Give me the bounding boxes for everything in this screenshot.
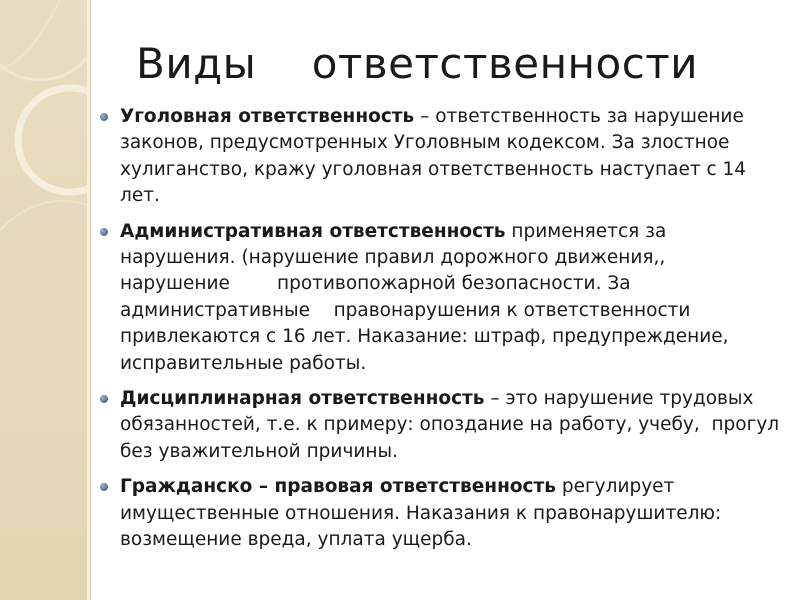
list-item-criminal (100, 104, 780, 210)
decorative-circles-graphic (0, 0, 87, 600)
decorative-side-panel (0, 0, 87, 600)
slide-title: Виды ответственности (136, 39, 699, 88)
bullet-icon (100, 483, 108, 491)
list-item-text: применяется за нарушения. (нарушение правил дорожного движения,, нарушение противопожарной безопасности. За административные правонарушения к ответственности привлекаются с 16 лет. Наказание: штраф, предупреждение, исправительные работы. (120, 220, 735, 374)
list-item-text: – это нарушение трудовых обязанностей, т.е. к примеру: опоздание на работу, учебу, прогул без уважительной причины. (120, 388, 785, 462)
list-item-term: Административная ответственность (120, 220, 506, 242)
list-item-disciplinary (100, 386, 785, 465)
list-item-civil (100, 474, 780, 553)
list-item-term: Гражданско – правовая ответственность (120, 476, 556, 498)
bullet-icon (100, 395, 108, 403)
list-item-term: Дисциплинарная ответственность (120, 388, 485, 410)
list-item-term: Уголовная ответственность (120, 106, 415, 127)
list-item-text: регулирует имущественные отношения. Наказания к правонарушителю: возмещение вреда, уплата ущерба. (120, 476, 728, 551)
responsibility-list (100, 104, 785, 563)
list-item-administrative (100, 219, 780, 377)
side-panel-divider (90, 0, 91, 600)
bullet-icon (100, 228, 108, 236)
bullet-icon (100, 113, 108, 121)
list-item-text: – ответственность за нарушение законов, предусмотренных Уголовным кодексом. За злостное хулиганство, кражу уголовная ответственность наступает с 14 лет. (120, 106, 752, 207)
